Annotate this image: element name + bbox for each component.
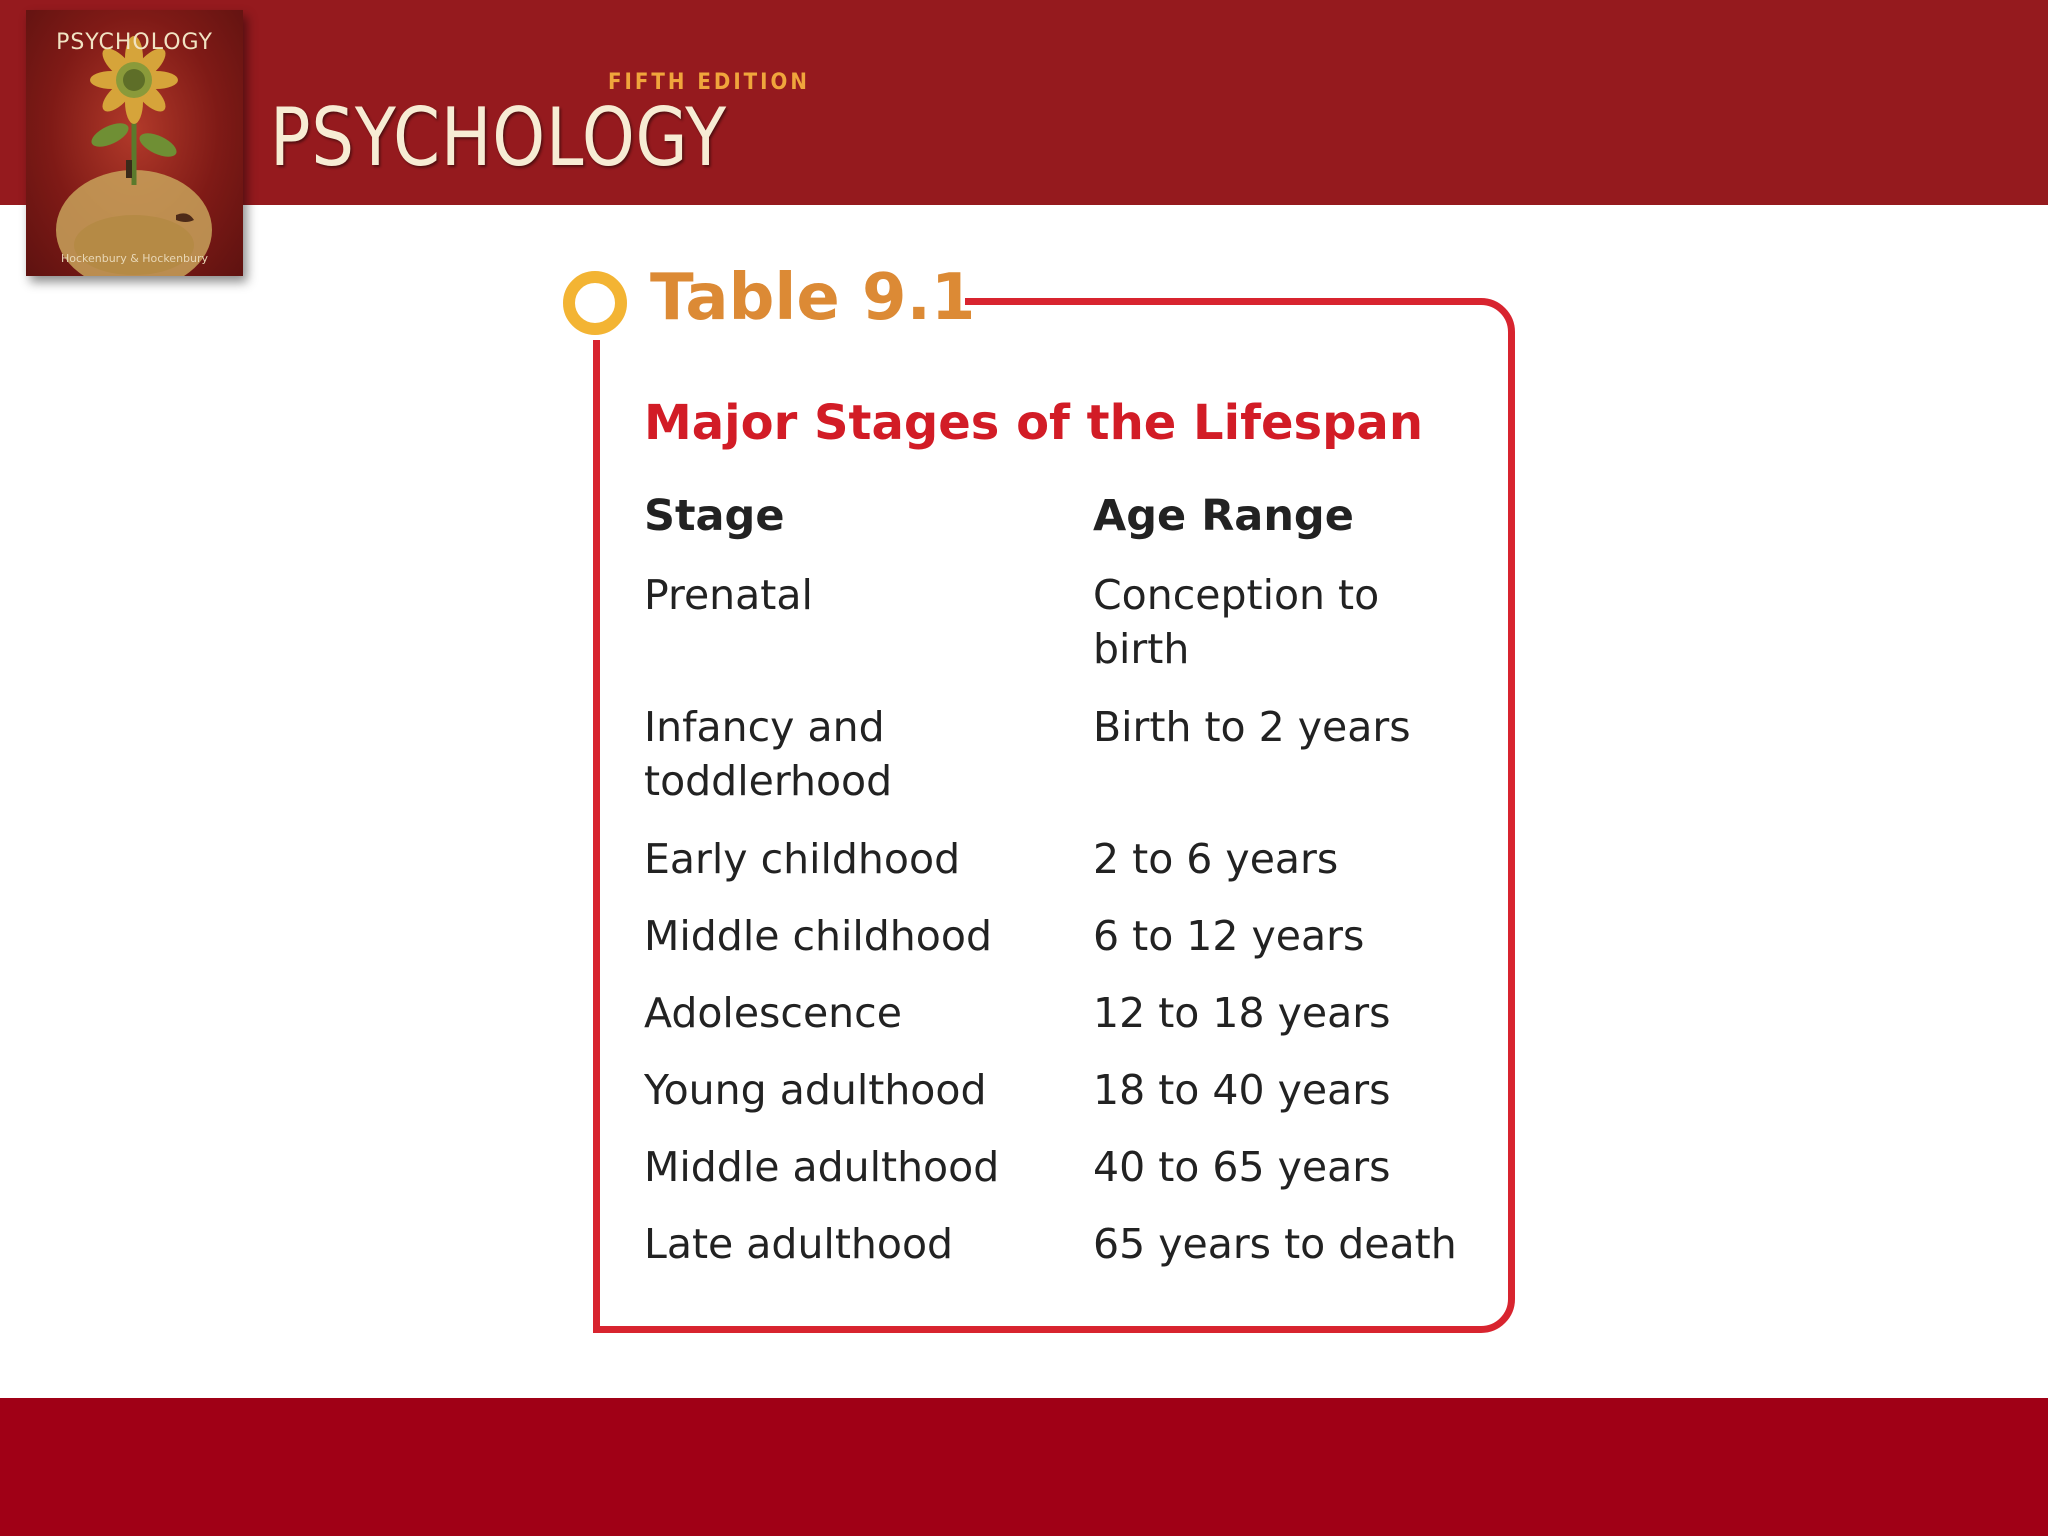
table-number: Table 9.1 [650, 261, 976, 335]
column-header-age-range: Age Range [1093, 491, 1354, 541]
stage-cell: Adolescence [644, 989, 902, 1037]
stage-cell: Young adulthood [644, 1066, 987, 1114]
column-header-stage: Stage [644, 491, 785, 541]
book-cover-image [26, 10, 243, 276]
stage-cell: Infancy and toddlerhood [644, 703, 893, 806]
table-title: Major Stages of the Lifespan [644, 395, 1423, 451]
age-range-cell: 2 to 6 years [1093, 835, 1339, 883]
age-range-cell: 18 to 40 years [1093, 1066, 1391, 1114]
stage-cell: Late adulthood [644, 1220, 954, 1268]
book-title: PSYCHOLOGY [270, 91, 728, 184]
age-range-cell: 65 years to death [1093, 1220, 1457, 1268]
cover-authors: Hockenbury & Hockenbury [60, 252, 209, 265]
footer-banner [0, 1398, 2048, 1536]
age-range-cell: 6 to 12 years [1093, 912, 1365, 960]
edition-label: FIFTH EDITION [608, 70, 810, 95]
stage-cell: Prenatal [644, 571, 813, 619]
ring-icon [563, 271, 627, 335]
age-range-cell: Conception to birth [1093, 571, 1380, 674]
age-range-cell: 40 to 65 years [1093, 1143, 1391, 1191]
stage-cell: Middle childhood [644, 912, 992, 960]
stage-cell: Middle adulthood [644, 1143, 1000, 1191]
cover-title: PSYCHOLOGY [56, 30, 213, 55]
age-range-cell: Birth to 2 years [1093, 703, 1411, 751]
stage-cell: Early childhood [644, 835, 961, 883]
age-range-cell: 12 to 18 years [1093, 989, 1391, 1037]
